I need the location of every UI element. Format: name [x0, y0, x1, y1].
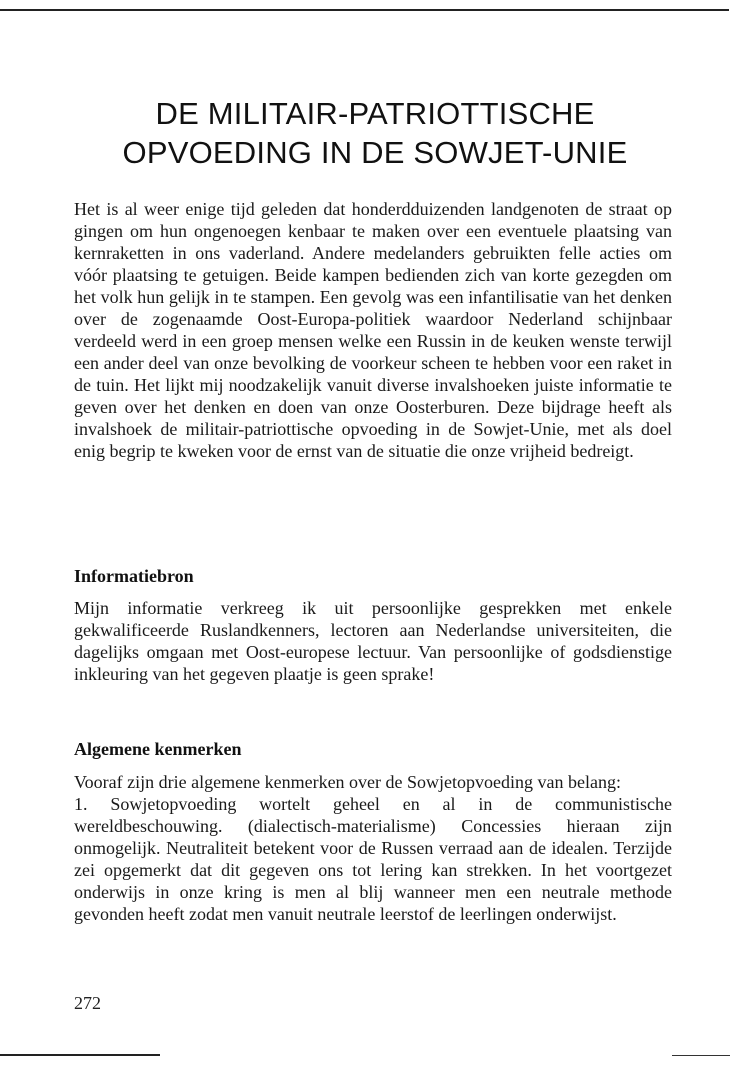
kenmerken-heading: Algemene kenmerken [74, 739, 242, 759]
informatiebron-paragraph: Mijn informatie verkreeg ik uit persoonlijke gesprekken met enkele gekwalificeerde Ruslandkenners, lectoren aan Nederlandse universiteiten, die dagelijks omgaan met Oost-europese lectuur. Van persoonlijke of godsdienstige inkleuring van het gegeven plaatje is geen sprake! [74, 598, 672, 684]
kenmerken-section [74, 771, 672, 925]
intro-section [74, 198, 672, 462]
page-title [60, 94, 690, 172]
page-title-line-2: OPVOEDING IN DE SOWJET-UNIE [122, 135, 628, 170]
bottom-rule-right [672, 1055, 730, 1056]
page-number: 272 [74, 993, 101, 1013]
kenmerken-paragraph-2: 1. Sowjetopvoeding wortelt geheel en al in de communistische wereldbeschouwing. (dialectisch-materialisme) Concessies hieraan zijn onmogelijk. Neutraliteit betekent voor de Russen verraad aan de idealen. Terzijde zei opgemerkt dat dit gegeven ons tot lering kan strekken. In het voortgezet onderwijs in onze kring is men al blij wanneer men een neutrale methode gevonden heeft zodat men vanuit neutrale leerstof de leerlingen onderwijst. [74, 794, 672, 924]
informatiebron-section [74, 597, 672, 685]
informatiebron-heading: Informatiebron [74, 566, 194, 586]
top-rule [0, 9, 729, 11]
page-title-line-1: DE MILITAIR-PATRIOTTISCHE [155, 96, 595, 131]
intro-paragraph: Het is al weer enige tijd geleden dat honderdduizenden landgenoten de straat op gingen om hun ongenoegen kenbaar te maken over een eventuele plaatsing van kernraketten in ons vaderland. Andere medelanders gebruikten felle acties om vóór plaatsing te getuigen. Beide kampen bedienden zich van korte gezegden om het volk hun gelijk in te stampen. Een gevolg was een infantilisatie van het denken over de zogenaamde Oost-Europa-politiek waardoor Nederland schijnbaar verdeeld werd in een groep mensen welke een Russin in de keuken wenste terwijl een ander deel van onze bevolking de voorkeur scheen te hebben voor een raket in de tuin. Het lijkt mij noodzakelijk vanuit diverse invalshoeken juiste informatie te geven over het denken en doen van onze Oosterburen. Deze bijdrage heeft als invalshoek de militair-patriottische opvoeding in de Sowjet-Unie, met als doel enig begrip te kweken voor de ernst van de situatie die onze vrijheid bedreigt. [74, 199, 672, 461]
bottom-rule [0, 1054, 160, 1056]
kenmerken-paragraph-1: Vooraf zijn drie algemene kenmerken over de Sowjetopvoeding van belang: [74, 772, 621, 792]
